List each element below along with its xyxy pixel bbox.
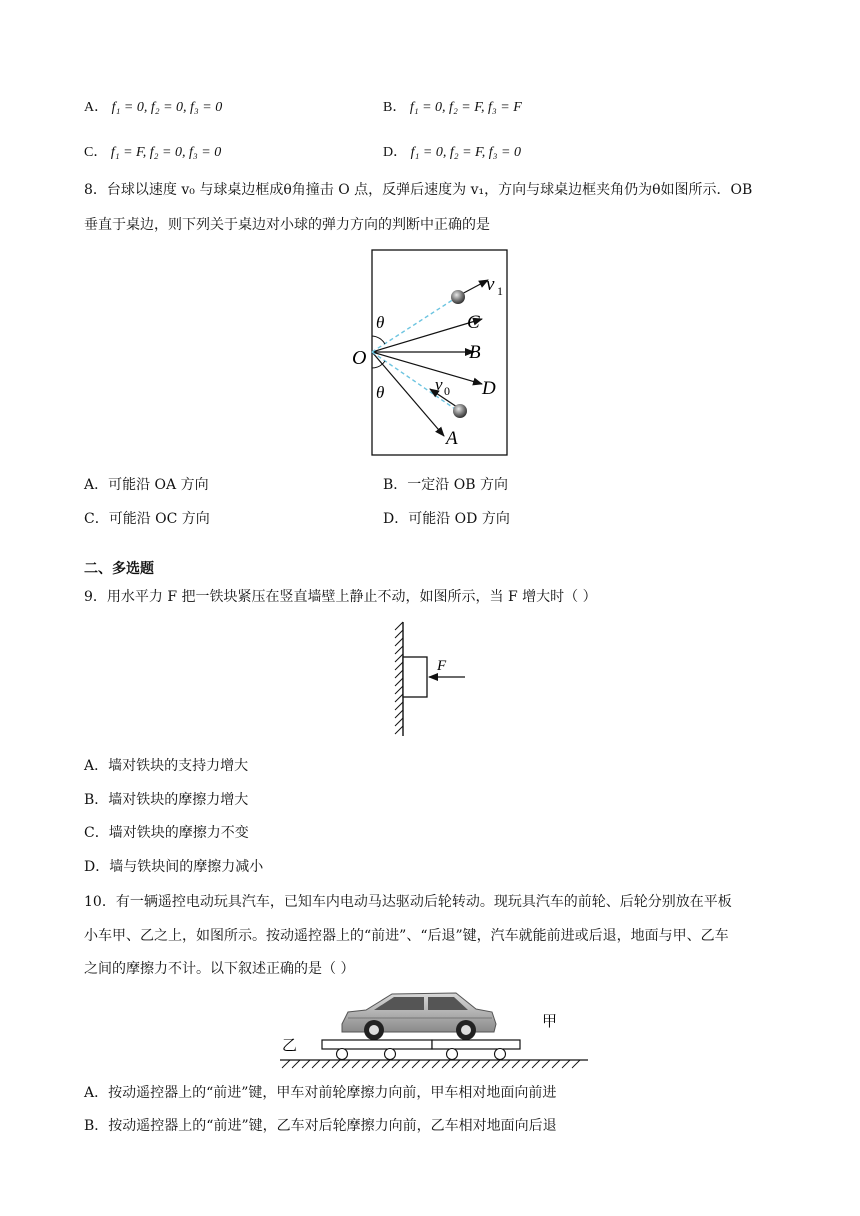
- q8-stem-line1: 8．台球以速度 v₀ 与球桌边框成θ角撞击 O 点，反弹后速度为 v₁，方向与球桌边框夹角仍为θ如图所示．OB: [84, 182, 753, 198]
- label-yi: 乙: [282, 1036, 298, 1054]
- q8-stem-line2: 垂直于桌边，则下列关于桌边对小球的弹力方向的判断中正确的是: [84, 217, 490, 233]
- q7-option-c-label: C．: [84, 145, 108, 160]
- label-theta-bottom: θ: [376, 383, 385, 402]
- q8-option-a: A．可能沿 OA 方向: [84, 477, 209, 493]
- ground-hatching: [282, 1060, 580, 1068]
- ball-after: [451, 290, 465, 304]
- q7-option-b-text: f₁ = 0, f₂ = F, f₃ = F: [409, 100, 522, 115]
- label-d: D: [482, 378, 496, 399]
- q8-option-b: B．一定沿 OB 方向: [383, 477, 508, 493]
- cart-jia: [432, 1040, 520, 1049]
- q7-option-d-label: D．: [383, 145, 408, 160]
- q9-wall-figure: [385, 620, 475, 738]
- cart-yi: [322, 1040, 432, 1049]
- q10-option-b: B．按动遥控器上的“前进”键，乙车对后轮摩擦力向前，乙车相对地面向后退: [84, 1118, 557, 1134]
- q7-option-c-text: f₁ = F, f₂ = 0, f₃ = 0: [110, 145, 222, 160]
- q7-option-d-text: f₁ = 0, f₂ = F, f₃ = 0: [410, 145, 521, 160]
- q9-option-b: B．墙对铁块的摩擦力增大: [84, 792, 249, 808]
- theta-arc-top: [372, 336, 385, 344]
- q7-option-b: [383, 96, 522, 116]
- section-title: 二、多选题: [84, 561, 154, 577]
- q7-option-a: [84, 96, 222, 116]
- q10-car-figure: [270, 984, 590, 1074]
- label-c: C: [467, 312, 480, 333]
- q10-stem-line1: 10．有一辆遥控电动玩具汽车，已知车内电动马达驱动后轮转动。现玩具汽车的前轮、后轮分别放在平板: [84, 894, 732, 910]
- arrow-oc: [372, 319, 482, 352]
- label-theta-top: θ: [376, 313, 385, 332]
- q7-option-c: [84, 141, 221, 161]
- label-v0: v: [435, 375, 443, 394]
- q10-option-a: A．按动遥控器上的“前进”键，甲车对前轮摩擦力向前，甲车相对地面向前进: [84, 1085, 557, 1101]
- q9-option-c: C．墙对铁块的摩擦力不变: [84, 825, 249, 841]
- q8-option-c: C．可能沿 OC 方向: [84, 511, 210, 527]
- arrow-od: [372, 352, 482, 384]
- label-v1-sub: 1: [497, 284, 503, 298]
- label-a: A: [446, 428, 458, 449]
- label-jia: 甲: [542, 1012, 558, 1030]
- q7-option-a-label: A．: [84, 100, 109, 115]
- q10-stem-line3: 之间的摩擦力不计。以下叙述正确的是（ ）: [84, 961, 355, 977]
- q7-option-b-label: B．: [383, 100, 407, 115]
- label-o: O: [352, 347, 367, 369]
- q9-option-a: A．墙对铁块的支持力增大: [84, 758, 249, 774]
- q9-option-d: D．墙与铁块间的摩擦力减小: [84, 859, 264, 875]
- label-f: F: [437, 658, 447, 674]
- q9-stem: 9．用水平力 F 把一铁块紧压在竖直墙壁上静止不动，如图所示，当 F 增大时（ ）: [84, 589, 597, 605]
- label-v0-sub: 0: [444, 384, 450, 398]
- label-b: B: [469, 342, 481, 363]
- ball-before: [453, 404, 467, 418]
- label-v1: v: [486, 274, 495, 295]
- wall-hatching: [395, 622, 403, 734]
- q8-billiard-figure: [340, 244, 530, 459]
- iron-block: [403, 657, 427, 697]
- q7-option-a-text: f₁ = 0, f₂ = 0, f₃ = 0: [111, 100, 223, 115]
- q10-stem-line2: 小车甲、乙之上，如图所示。按动遥控器上的“前进”、“后退”键，汽车就能前进或后退，地面与甲、乙车: [84, 928, 729, 944]
- q8-option-d: D．可能沿 OD 方向: [383, 511, 510, 527]
- q7-option-d: [383, 141, 521, 161]
